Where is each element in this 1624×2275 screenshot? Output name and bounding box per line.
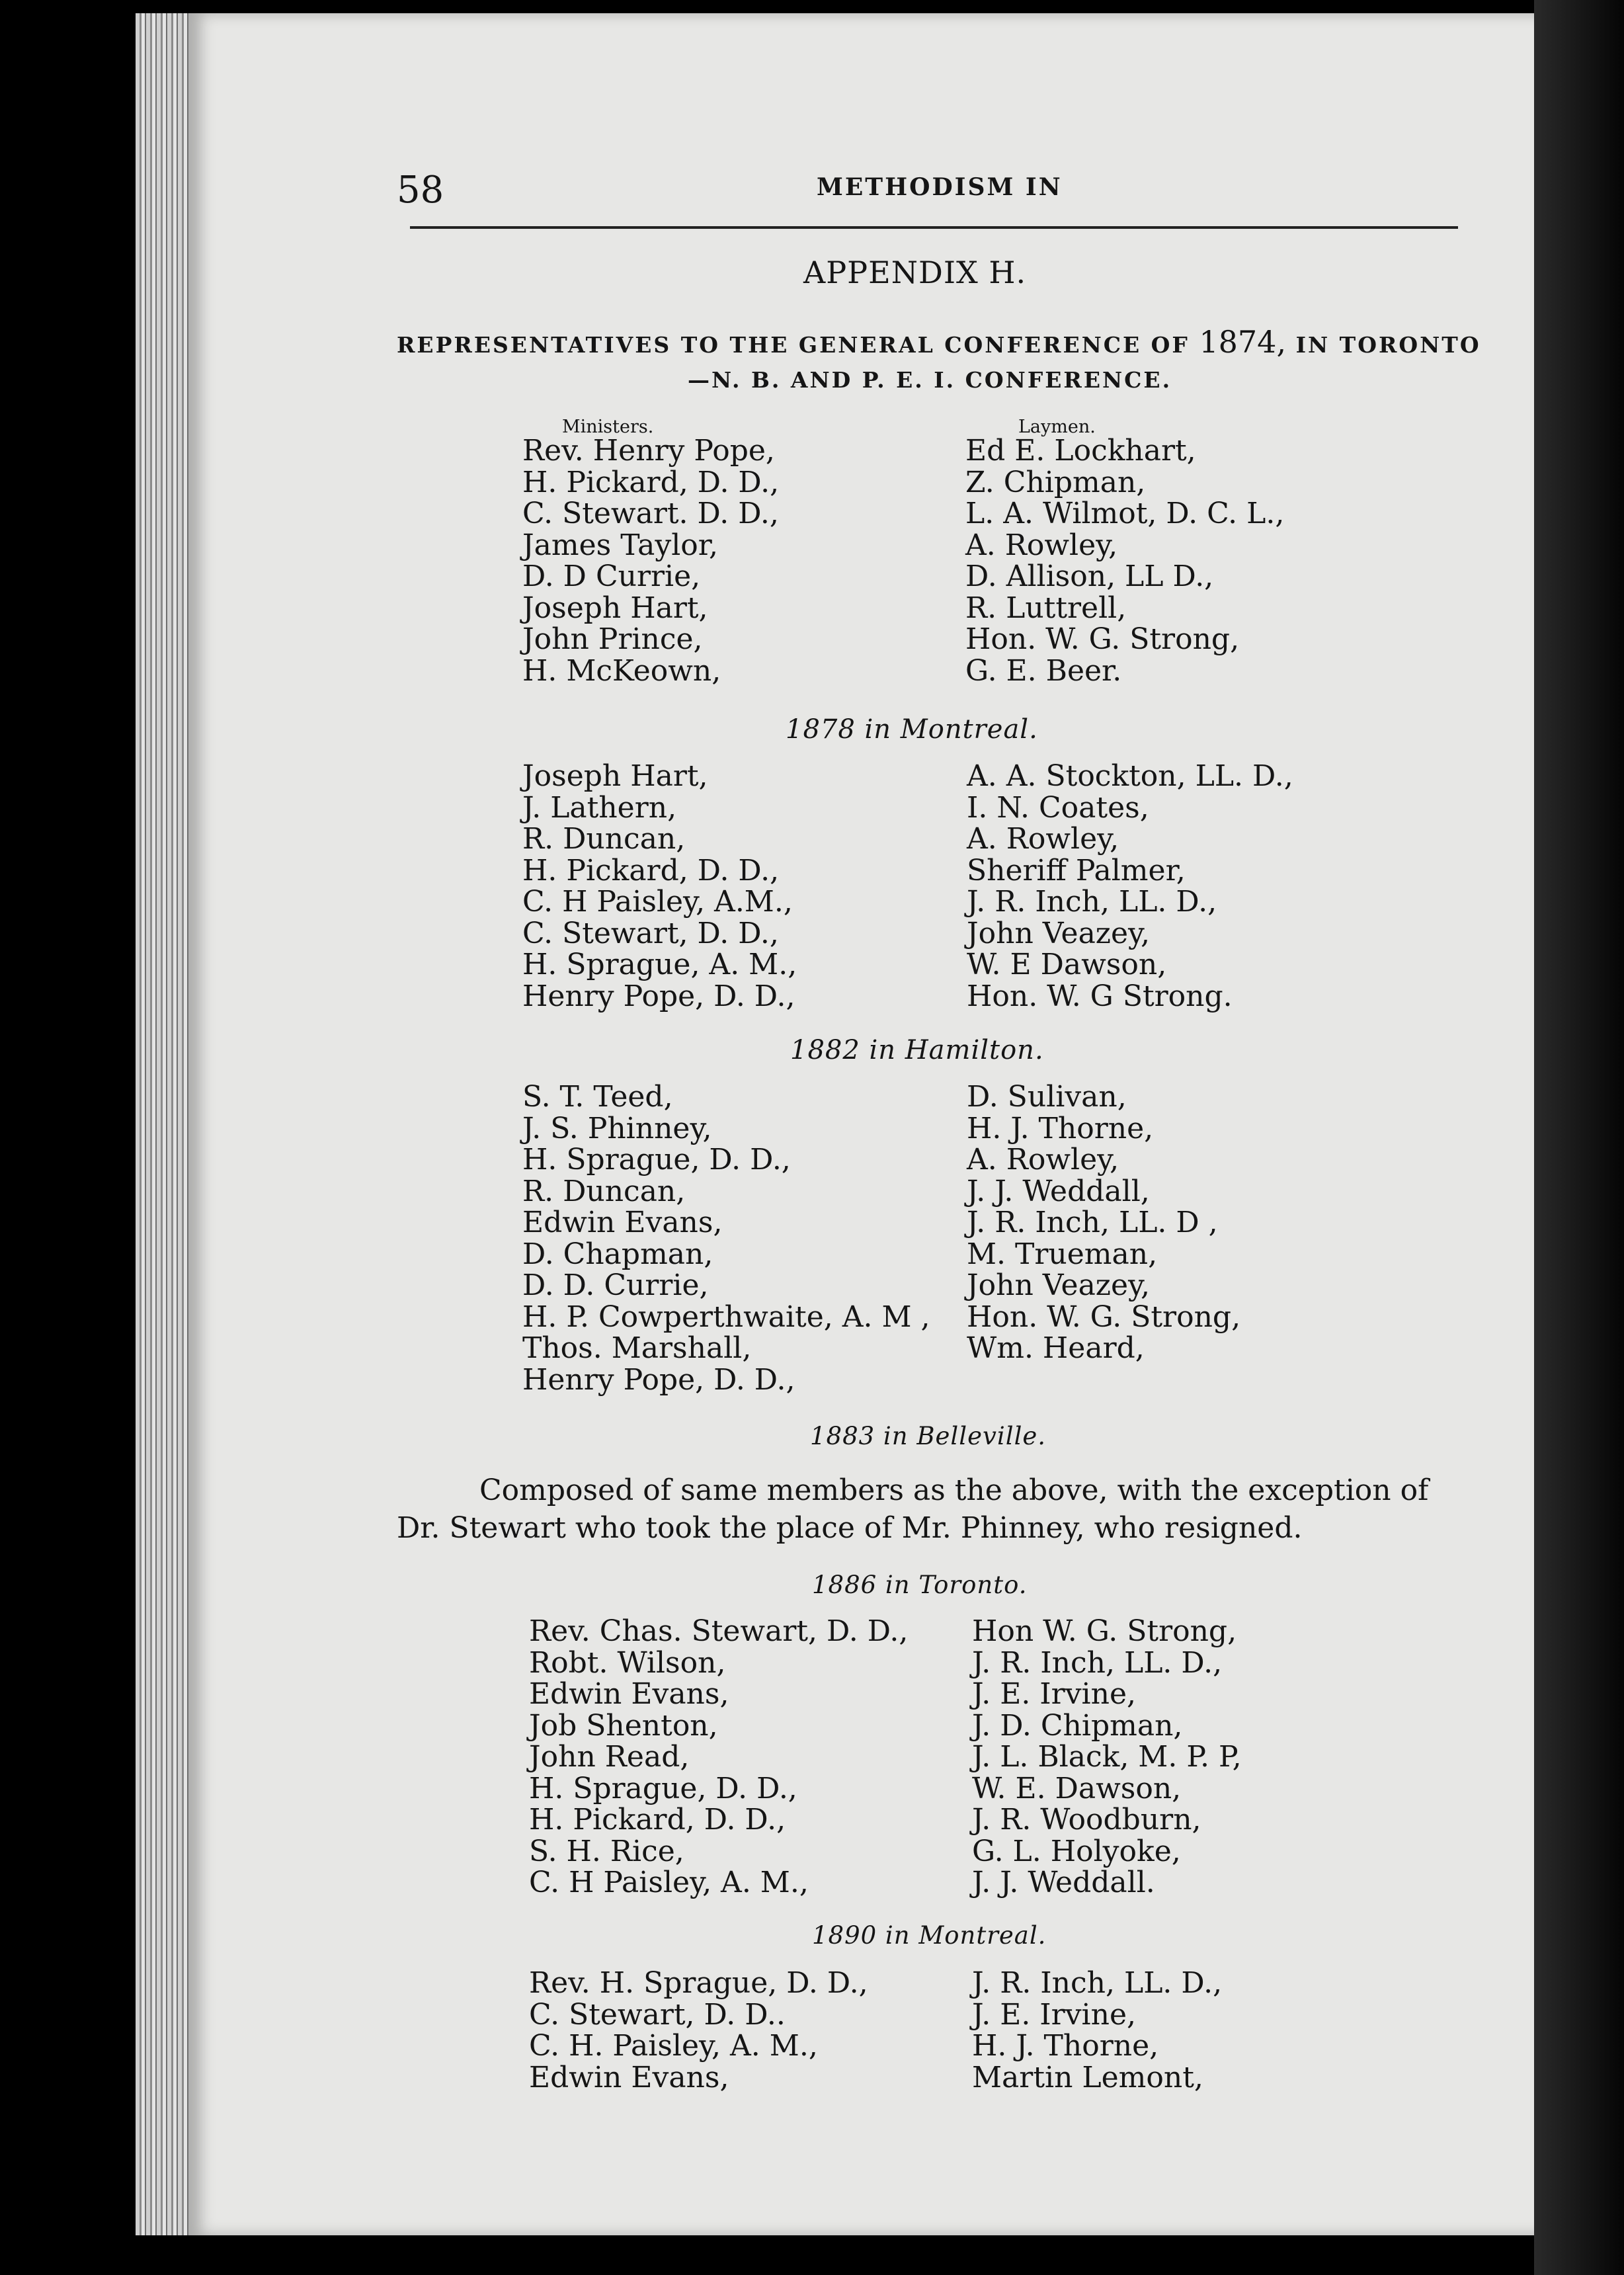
section-1886-laymen: [972, 1616, 1242, 1899]
layman-name: M. Trueman,: [967, 1237, 1158, 1271]
section-heading: 1886 in Toronto.: [812, 1571, 1028, 1599]
minister-name: Rev. Henry Pope,: [522, 434, 775, 468]
layman-name: Hon W. G. Strong,: [972, 1614, 1237, 1648]
minister-name: H. Sprague, A. M.,: [522, 948, 797, 981]
laymen-column-header: Laymen.: [1018, 417, 1096, 437]
layman-name: L. A. Wilmot, D. C. L.,: [965, 497, 1285, 530]
section-1878-laymen: [967, 761, 1293, 1012]
minister-name: D. D Currie,: [522, 559, 701, 593]
minister-name: Rev. Chas. Stewart, D. D.,: [529, 1614, 909, 1648]
minister-name: C. Stewart, D. D..: [529, 1997, 786, 2032]
section-1890-laymen: [972, 1967, 1222, 2093]
layman-name: G. E. Beer.: [965, 653, 1122, 688]
header-rule: [410, 226, 1458, 229]
layman-name: A. Rowley,: [965, 528, 1118, 562]
subtitle-prefix: REPRESENTATIVES TO THE GENERAL CONFERENCE OF: [397, 332, 1190, 358]
layman-name: A. Rowley,: [967, 822, 1119, 856]
binding-shadow: [1534, 0, 1624, 2275]
minister-name: Job Shenton,: [529, 1708, 718, 1743]
page-number: 58: [397, 169, 444, 212]
layman-name: J. J. Weddall,: [967, 1174, 1150, 1208]
layman-name: J. D. Chipman,: [972, 1708, 1183, 1743]
layman-name: J. R. Inch, LL. D ,: [967, 1206, 1218, 1239]
section-1874-ministers: [522, 435, 779, 686]
layman-name: Hon. W. G Strong.: [967, 979, 1233, 1013]
layman-name: A. Rowley,: [967, 1143, 1119, 1177]
layman-name: D. Sulivan,: [967, 1080, 1127, 1114]
minister-name: Robt. Wilson,: [529, 1645, 726, 1680]
layman-name: J. E. Irvine,: [972, 1677, 1136, 1711]
layman-name: J. R. Inch, LL. D.,: [972, 1966, 1223, 2000]
section-heading: 1890 in Montreal.: [812, 1921, 1047, 1950]
layman-name: Wm. Heard,: [967, 1331, 1145, 1365]
subtitle-year: 1874,: [1199, 324, 1287, 360]
minister-name: H. P. Cowperthwaite, A. M ,: [522, 1300, 930, 1334]
minister-name: Joseph Hart,: [522, 591, 708, 625]
section-heading: 1882 in Hamilton.: [790, 1035, 1044, 1065]
layman-name: J. E. Irvine,: [972, 1997, 1136, 2032]
minister-name: S. H. Rice,: [529, 1834, 684, 1868]
minister-name: S. T. Teed,: [522, 1080, 673, 1114]
belleville-note: [397, 1471, 1461, 1547]
minister-name: R. Duncan,: [522, 822, 686, 856]
minister-name: Henry Pope, D. D.,: [522, 1362, 795, 1397]
layman-name: A. A. Stockton, LL. D.,: [967, 759, 1293, 793]
section-1882-laymen: [967, 1081, 1240, 1364]
minister-name: Edwin Evans,: [522, 1206, 723, 1239]
layman-name: J. L. Black, M. P. P,: [972, 1740, 1242, 1774]
minister-name: C. H. Paisley, A. M.,: [529, 2029, 818, 2063]
layman-name: Ed E. Lockhart,: [965, 434, 1196, 468]
minister-name: James Taylor,: [522, 528, 718, 562]
layman-name: H. J. Thorne,: [972, 2029, 1159, 2063]
section-heading: 1878 in Montreal.: [786, 714, 1038, 745]
minister-name: Edwin Evans,: [529, 1677, 729, 1711]
minister-name: D. D. Currie,: [522, 1268, 709, 1302]
subtitle-suffix: IN TORONTO: [1295, 332, 1481, 358]
layman-name: J. R. Inch, LL. D.,: [972, 1645, 1223, 1680]
minister-name: Edwin Evans,: [529, 2060, 729, 2094]
layman-name: G. L. Holyoke,: [972, 1834, 1181, 1868]
running-title: METHODISM IN: [817, 173, 1063, 201]
minister-name: C. H Paisley, A. M.,: [529, 1866, 809, 1899]
section-1878-ministers: [522, 761, 797, 1012]
note-line-1: Composed of same members as the above, with the exception of: [479, 1473, 1429, 1507]
layman-name: J. R. Inch, LL. D.,: [967, 885, 1217, 919]
minister-name: H. Sprague, D. D.,: [529, 1771, 797, 1805]
minister-name: Joseph Hart,: [522, 759, 708, 793]
section-1890-ministers: [529, 1967, 868, 2093]
minister-name: Thos. Marshall,: [522, 1331, 752, 1365]
layman-name: Hon. W. G. Strong,: [967, 1300, 1241, 1334]
layman-name: J. J. Weddall.: [972, 1866, 1155, 1899]
minister-name: H. Pickard, D. D.,: [522, 853, 780, 888]
layman-name: Z. Chipman,: [965, 465, 1146, 499]
minister-name: C. Stewart. D. D.,: [522, 497, 779, 530]
layman-name: John Veazey,: [967, 916, 1151, 950]
minister-name: C. Stewart, D. D.,: [522, 916, 779, 950]
layman-name: Hon. W. G. Strong,: [965, 622, 1240, 656]
layman-name: D. Allison, LL D.,: [965, 559, 1214, 593]
section-1874-laymen: [965, 435, 1284, 686]
layman-name: R. Luttrell,: [965, 591, 1127, 625]
ministers-column-header: Ministers.: [562, 417, 654, 437]
minister-name: D. Chapman,: [522, 1237, 713, 1271]
layman-name: J. R. Woodburn,: [972, 1803, 1201, 1837]
minister-name: Rev. H. Sprague, D. D.,: [529, 1966, 868, 2000]
appendix-title: APPENDIX H.: [803, 255, 1027, 290]
layman-name: H. J. Thorne,: [967, 1111, 1154, 1145]
subtitle-line-2: —N. B. AND P. E. I. CONFERENCE.: [688, 367, 1172, 393]
minister-name: H. Pickard, D. D.,: [522, 465, 780, 499]
minister-name: H. Sprague, D. D.,: [522, 1143, 791, 1177]
minister-name: C. H Paisley, A.M.,: [522, 885, 793, 919]
minister-name: H. Pickard, D. D.,: [529, 1803, 786, 1837]
minister-name: R. Duncan,: [522, 1174, 686, 1208]
layman-name: John Veazey,: [967, 1268, 1151, 1302]
section-heading: 1883 in Belleville.: [810, 1422, 1047, 1450]
layman-name: W. E Dawson,: [967, 948, 1167, 981]
section-1882-ministers: [522, 1081, 930, 1395]
layman-name: Sheriff Palmer,: [967, 853, 1186, 888]
layman-name: W. E. Dawson,: [972, 1771, 1182, 1805]
minister-name: John Read,: [529, 1740, 690, 1774]
minister-name: Henry Pope, D. D.,: [522, 979, 795, 1013]
layman-name: I. N. Coates,: [967, 790, 1149, 825]
layman-name: Martin Lemont,: [972, 2060, 1203, 2094]
note-line-2: Dr. Stewart who took the place of Mr. Phinney, who resigned.: [397, 1511, 1303, 1545]
minister-name: J. Lathern,: [522, 790, 677, 825]
section-1886-ministers: [529, 1616, 908, 1899]
minister-name: J. S. Phinney,: [522, 1111, 712, 1145]
subtitle-line-1: [397, 324, 1481, 360]
minister-name: John Prince,: [522, 622, 703, 656]
minister-name: H. McKeown,: [522, 653, 721, 688]
